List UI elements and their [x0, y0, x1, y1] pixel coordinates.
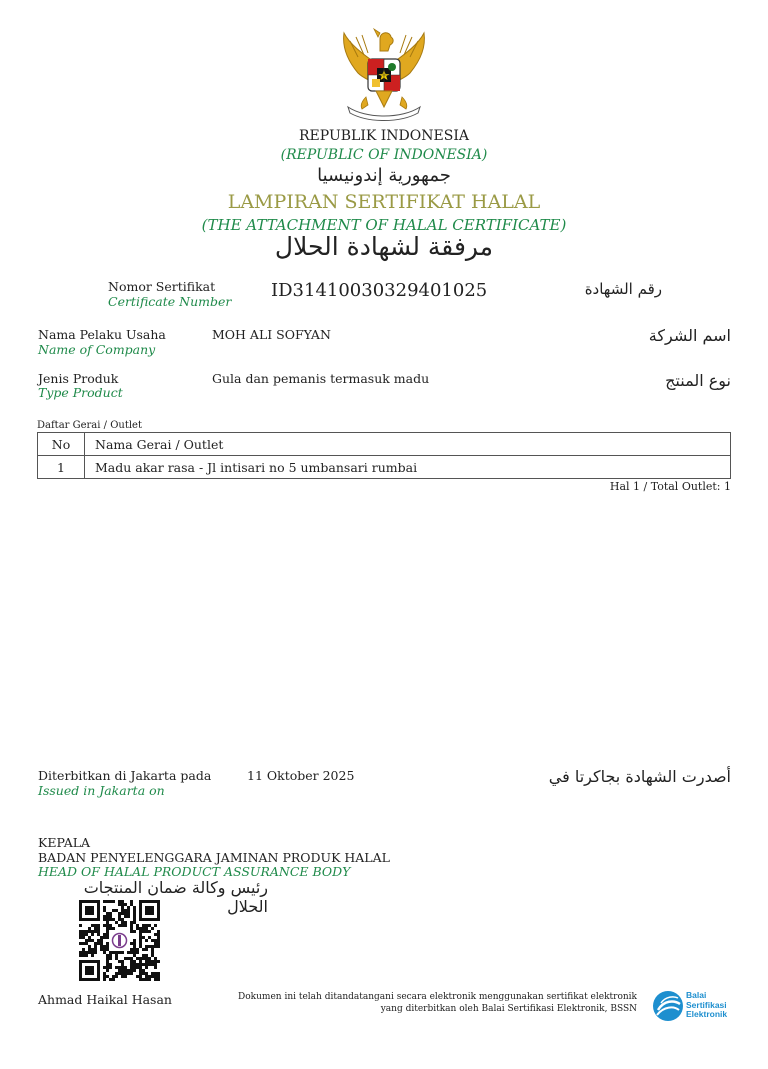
- bsre-logo-text: [686, 991, 727, 1020]
- issued-label: Diterbitkan di Jakarta pada: [38, 768, 212, 783]
- company-label-ar: اسم الشركة: [648, 326, 731, 345]
- product-type: Gula dan pemanis termasuk madu: [212, 371, 430, 386]
- issued-label-en: Issued in Jakarta on: [38, 783, 165, 798]
- signatory-title: KEPALA: [38, 835, 91, 850]
- product-label: Jenis Produk: [38, 371, 119, 386]
- certificate-number-label-ar: رقم الشهادة: [584, 280, 662, 298]
- bsre-logo-icon: [652, 990, 684, 1022]
- product-label-ar: نوع المنتج: [665, 371, 731, 390]
- qr-code[interactable]: [79, 900, 160, 981]
- e-signature-note-line2: yang diterbitkan oleh Balai Sertifikasi Elektronik, BSSN: [380, 1004, 637, 1014]
- outlet-no: 1: [38, 456, 85, 479]
- outlet-list-caption: Daftar Gerai / Outlet: [37, 420, 142, 431]
- bsre-line2: Sertifikasi: [686, 999, 727, 1010]
- document-title-ar: مرفقة لشهادة الحلال: [274, 232, 494, 261]
- signatory-agency-ar: رئيس وكالة ضمان المنتجات الحلال: [83, 878, 268, 916]
- issued-label-ar: أصدرت الشهادة بجاكرتا في: [548, 767, 731, 786]
- issued-date: 11 Oktober 2025: [247, 768, 355, 783]
- outlet-table-header: [38, 433, 731, 456]
- signatory-name: Ahmad Haikal Hasan: [38, 992, 172, 1007]
- company-label: Nama Pelaku Usaha: [38, 327, 166, 342]
- garuda-emblem: [336, 27, 432, 121]
- signatory-agency: BADAN PENYELENGGARA JAMINAN PRODUK HALAL: [38, 850, 390, 865]
- outlet-name: Madu akar rasa - Jl intisari no 5 umbansari rumbai: [85, 456, 731, 479]
- certificate-number-label: Nomor Sertifikat: [108, 279, 216, 294]
- country-name: REPUBLIK INDONESIA: [299, 128, 469, 144]
- bsre-line3: Elektronik: [686, 1009, 728, 1019]
- outlet-header-name: Nama Gerai / Outlet: [85, 433, 731, 456]
- outlet-header-no: No: [38, 433, 85, 456]
- product-label-en: Type Product: [38, 385, 123, 400]
- company-name: MOH ALI SOFYAN: [212, 327, 331, 342]
- document-title-en: (THE ATTACHMENT OF HALAL CERTIFICATE): [201, 216, 567, 234]
- country-name-ar: جمهورية إندونيسيا: [317, 165, 451, 186]
- document-title: LAMPIRAN SERTIFIKAT HALAL: [227, 191, 541, 213]
- outlet-pagination: Hal 1 / Total Outlet: 1: [609, 480, 731, 493]
- outlet-table: [37, 432, 731, 479]
- company-label-en: Name of Company: [38, 342, 156, 357]
- e-signature-note: [200, 991, 637, 1015]
- e-signature-note-line1: Dokumen ini telah ditandatangani secara elektronik menggunakan sertifikat elektronik: [238, 992, 637, 1002]
- certificate-number: ID31410030329401025: [271, 280, 488, 301]
- bsre-line1: Balai: [686, 990, 707, 1000]
- country-name-en: (REPUBLIC OF INDONESIA): [280, 147, 488, 163]
- table-row: [38, 456, 731, 479]
- certificate-number-label-en: Certificate Number: [108, 294, 232, 309]
- signatory-agency-en: HEAD OF HALAL PRODUCT ASSURANCE BODY: [38, 864, 351, 879]
